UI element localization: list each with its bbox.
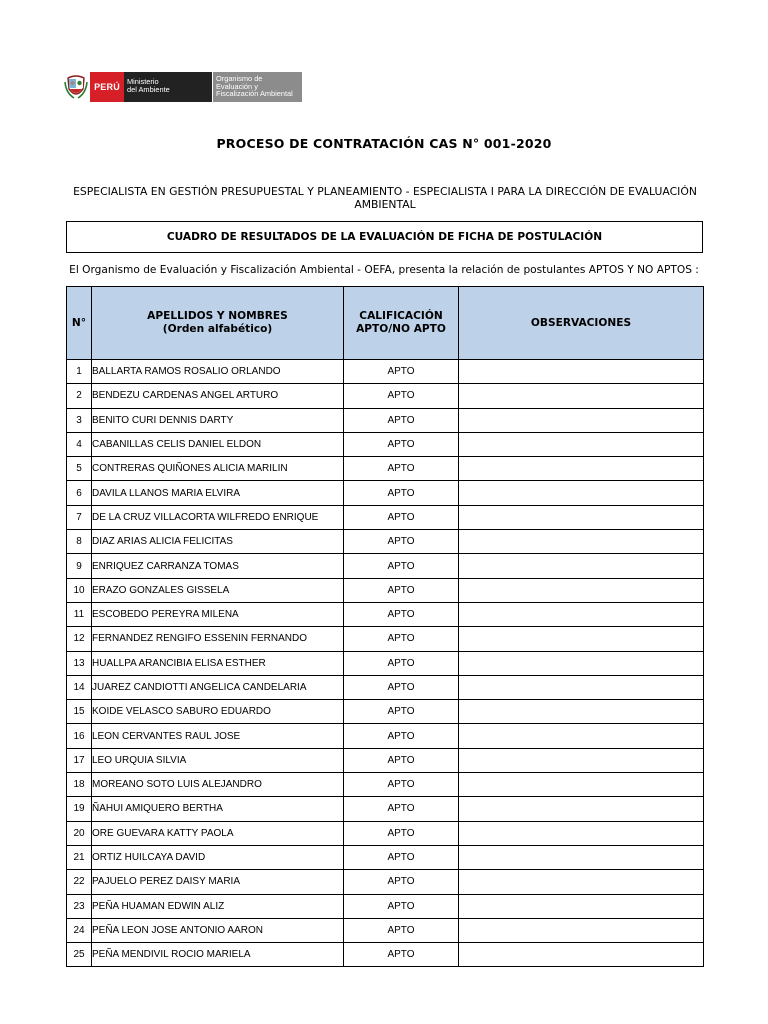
table-header-row (67, 287, 704, 360)
results-section-title: CUADRO DE RESULTADOS DE LA EVALUACIÓN DE FICHA DE POSTULACIÓN (66, 221, 703, 253)
header-observaciones: OBSERVACIONES (459, 287, 704, 360)
table-row (67, 384, 704, 408)
row-observaciones (459, 457, 704, 481)
row-name: PEÑA HUAMAN EDWIN ALIZ (92, 894, 344, 918)
header-calificacion (344, 287, 459, 360)
row-name: LEON CERVANTES RAUL JOSE (92, 724, 344, 748)
row-name: PEÑA LEON JOSE ANTONIO AARON (92, 918, 344, 942)
logo-agency-label: Organismo de Evaluación y Fiscalización Ambiental (212, 72, 302, 102)
row-calificacion: APTO (344, 845, 459, 869)
logo-ministry-label: Ministerio del Ambiente (124, 72, 212, 102)
row-name: LEO URQUIA SILVIA (92, 748, 344, 772)
row-name: JUAREZ CANDIOTTI ANGELICA CANDELARIA (92, 675, 344, 699)
header-cal-line1: CALIFICACIÓN (359, 310, 443, 322)
row-calificacion: APTO (344, 748, 459, 772)
table-row (67, 457, 704, 481)
row-calificacion: APTO (344, 481, 459, 505)
row-calificacion: APTO (344, 505, 459, 529)
oefa-logo (62, 72, 302, 102)
row-calificacion: APTO (344, 943, 459, 967)
row-calificacion: APTO (344, 530, 459, 554)
header-cal-line2: APTO/NO APTO (356, 323, 446, 335)
row-observaciones (459, 724, 704, 748)
table-row (67, 943, 704, 967)
row-number: 3 (67, 408, 92, 432)
row-calificacion: APTO (344, 894, 459, 918)
row-calificacion: APTO (344, 918, 459, 942)
row-calificacion: APTO (344, 773, 459, 797)
row-name: HUALLPA ARANCIBIA ELISA ESTHER (92, 651, 344, 675)
table-row (67, 505, 704, 529)
logo-peru-label: PERÚ (90, 72, 124, 102)
table-row (67, 627, 704, 651)
table-row (67, 602, 704, 626)
row-observaciones (459, 675, 704, 699)
row-name: CABANILLAS CELIS DANIEL ELDON (92, 432, 344, 456)
row-observaciones (459, 432, 704, 456)
table-row (67, 530, 704, 554)
row-number: 9 (67, 554, 92, 578)
row-observaciones (459, 578, 704, 602)
row-calificacion: APTO (344, 602, 459, 626)
table-row (67, 408, 704, 432)
row-calificacion: APTO (344, 554, 459, 578)
row-number: 15 (67, 700, 92, 724)
table-row (67, 360, 704, 384)
header-names-line2: (Orden alfabético) (162, 323, 273, 335)
position-subtitle: ESPECIALISTA EN GESTIÓN PRESUPUESTAL Y PLANEAMIENTO - ESPECIALISTA I PARA LA DIRECCIÓN DE EVALUACIÓN AMBIENTAL (73, 185, 697, 211)
row-calificacion: APTO (344, 797, 459, 821)
row-observaciones (459, 651, 704, 675)
row-number: 22 (67, 870, 92, 894)
row-name: BENITO CURI DENNIS DARTY (92, 408, 344, 432)
row-number: 8 (67, 530, 92, 554)
row-calificacion: APTO (344, 700, 459, 724)
row-observaciones (459, 530, 704, 554)
row-number: 11 (67, 602, 92, 626)
row-calificacion: APTO (344, 651, 459, 675)
header-names (92, 287, 344, 360)
row-observaciones (459, 821, 704, 845)
row-name: ORTIZ HUILCAYA DAVID (92, 845, 344, 869)
row-observaciones (459, 481, 704, 505)
row-calificacion: APTO (344, 870, 459, 894)
table-row (67, 578, 704, 602)
row-number: 12 (67, 627, 92, 651)
peru-coat-of-arms-icon (62, 72, 90, 102)
table-row (67, 432, 704, 456)
row-number: 25 (67, 943, 92, 967)
row-calificacion: APTO (344, 821, 459, 845)
row-observaciones (459, 894, 704, 918)
row-number: 6 (67, 481, 92, 505)
row-number: 5 (67, 457, 92, 481)
table-row (67, 870, 704, 894)
row-observaciones (459, 773, 704, 797)
row-number: 7 (67, 505, 92, 529)
row-number: 23 (67, 894, 92, 918)
row-number: 20 (67, 821, 92, 845)
row-observaciones (459, 943, 704, 967)
row-number: 17 (67, 748, 92, 772)
row-observaciones (459, 408, 704, 432)
row-number: 18 (67, 773, 92, 797)
header-names-line1: APELLIDOS Y NOMBRES (147, 310, 288, 322)
row-name: FERNANDEZ RENGIFO ESSENIN FERNANDO (92, 627, 344, 651)
row-name: ESCOBEDO PEREYRA MILENA (92, 602, 344, 626)
row-calificacion: APTO (344, 675, 459, 699)
row-calificacion: APTO (344, 627, 459, 651)
row-calificacion: APTO (344, 384, 459, 408)
row-name: PAJUELO PEREZ DAISY MARIA (92, 870, 344, 894)
row-calificacion: APTO (344, 432, 459, 456)
row-number: 19 (67, 797, 92, 821)
row-observaciones (459, 845, 704, 869)
row-name: DE LA CRUZ VILLACORTA WILFREDO ENRIQUE (92, 505, 344, 529)
table-row (67, 554, 704, 578)
table-row (67, 675, 704, 699)
table-row (67, 918, 704, 942)
row-calificacion: APTO (344, 457, 459, 481)
intro-text: El Organismo de Evaluación y Fiscalización Ambiental - OEFA, presenta la relación de postulantes APTOS Y NO APTOS : (69, 264, 699, 276)
row-number: 1 (67, 360, 92, 384)
row-observaciones (459, 918, 704, 942)
row-name: BENDEZU CARDENAS ANGEL ARTURO (92, 384, 344, 408)
row-observaciones (459, 384, 704, 408)
row-calificacion: APTO (344, 724, 459, 748)
row-name: ENRIQUEZ CARRANZA TOMAS (92, 554, 344, 578)
table-row (67, 724, 704, 748)
table-row (67, 797, 704, 821)
row-name: PEÑA MENDIVIL ROCIO MARIELA (92, 943, 344, 967)
row-name: MOREANO SOTO LUIS ALEJANDRO (92, 773, 344, 797)
row-name: DAVILA LLANOS MARIA ELVIRA (92, 481, 344, 505)
results-table (66, 286, 704, 967)
row-observaciones (459, 870, 704, 894)
row-number: 13 (67, 651, 92, 675)
table-row (67, 821, 704, 845)
row-name: ORE GUEVARA KATTY PAOLA (92, 821, 344, 845)
table-row (67, 773, 704, 797)
row-name: ÑAHUI AMIQUERO BERTHA (92, 797, 344, 821)
table-row (67, 481, 704, 505)
row-calificacion: APTO (344, 360, 459, 384)
row-number: 2 (67, 384, 92, 408)
row-name: CONTRERAS QUIÑONES ALICIA MARILIN (92, 457, 344, 481)
table-row (67, 748, 704, 772)
row-calificacion: APTO (344, 408, 459, 432)
row-name: ERAZO GONZALES GISSELA (92, 578, 344, 602)
row-number: 10 (67, 578, 92, 602)
row-observaciones (459, 505, 704, 529)
row-observaciones (459, 554, 704, 578)
row-name: DIAZ ARIAS ALICIA FELICITAS (92, 530, 344, 554)
row-observaciones (459, 602, 704, 626)
row-name: KOIDE VELASCO SABURO EDUARDO (92, 700, 344, 724)
row-observaciones (459, 748, 704, 772)
row-name: BALLARTA RAMOS ROSALIO ORLANDO (92, 360, 344, 384)
row-observaciones (459, 360, 704, 384)
row-number: 4 (67, 432, 92, 456)
row-observaciones (459, 797, 704, 821)
row-observaciones (459, 627, 704, 651)
header-num: N° (67, 287, 92, 360)
table-row (67, 700, 704, 724)
row-calificacion: APTO (344, 578, 459, 602)
row-number: 16 (67, 724, 92, 748)
document-title: PROCESO DE CONTRATACIÓN CAS N° 001-2020 (216, 136, 552, 151)
table-row (67, 894, 704, 918)
row-number: 14 (67, 675, 92, 699)
table-row (67, 651, 704, 675)
row-number: 24 (67, 918, 92, 942)
row-observaciones (459, 700, 704, 724)
row-number: 21 (67, 845, 92, 869)
table-row (67, 845, 704, 869)
